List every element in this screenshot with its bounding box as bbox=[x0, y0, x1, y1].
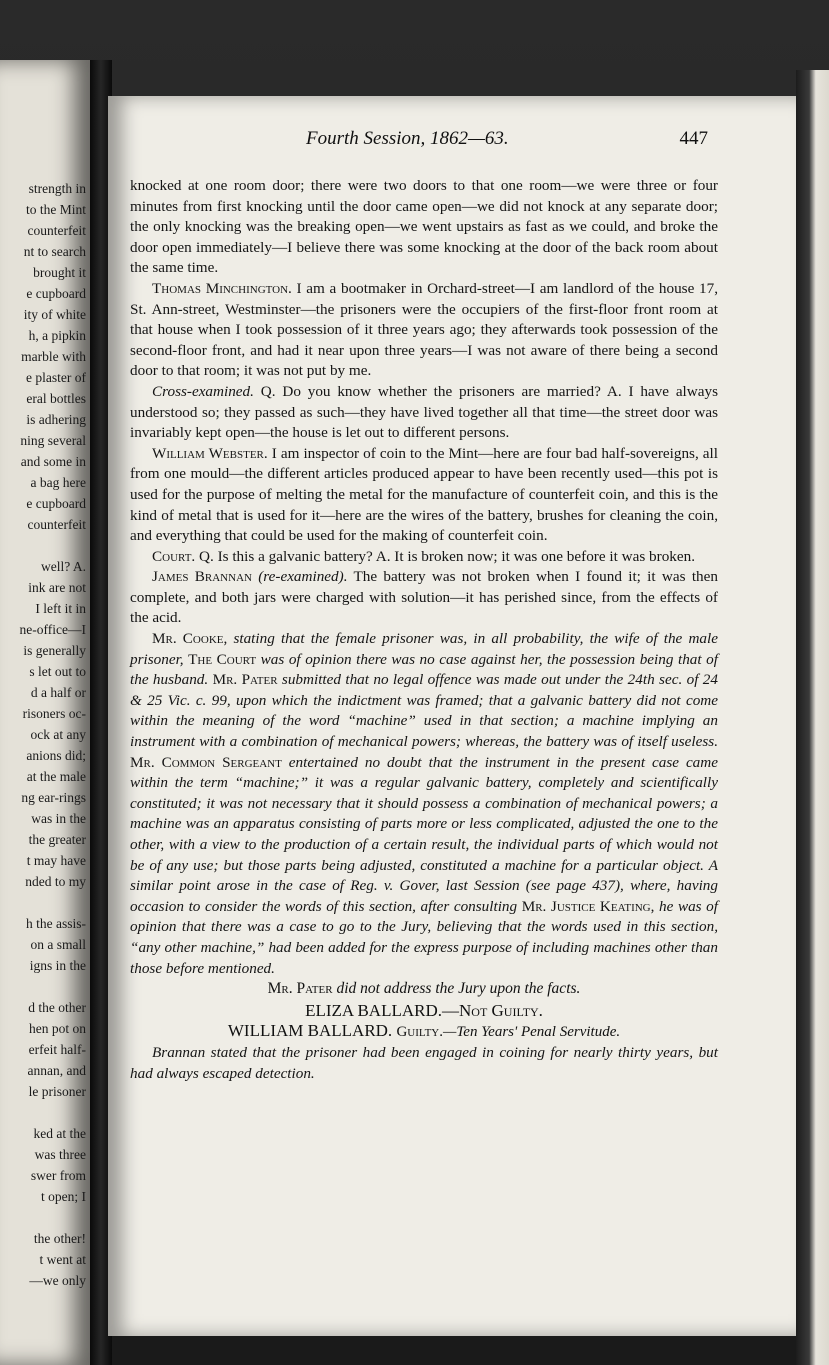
facing-page bbox=[0, 60, 92, 1365]
body-text bbox=[130, 176, 718, 1084]
paragraph-court bbox=[130, 547, 718, 568]
examination-label: Cross-examined. bbox=[152, 382, 254, 400]
facing-page-line: anions did; bbox=[26, 748, 86, 763]
paragraph-cross-examined bbox=[130, 382, 718, 444]
counsel-name: Mr. Pater bbox=[212, 671, 278, 689]
facing-page-line: —we only bbox=[29, 1273, 86, 1288]
witness-name: Thomas Minchington. bbox=[152, 279, 292, 297]
paragraph-text: did not address the Jury upon the facts. bbox=[332, 980, 581, 998]
facing-page-line: a bag here bbox=[30, 475, 86, 490]
facing-page-line: and some in bbox=[20, 454, 86, 469]
facing-page-line: h, a pipkin bbox=[28, 328, 86, 343]
facing-page-line: t went at bbox=[39, 1252, 86, 1267]
speaker-name: Court. bbox=[152, 547, 196, 565]
facing-page-line: is generally bbox=[23, 643, 86, 658]
facing-page-line: was three bbox=[34, 1147, 86, 1162]
counsel-name: Mr. Pater bbox=[267, 980, 333, 998]
defendant-name: WILLIAM BALLARD. bbox=[227, 1021, 393, 1041]
argument-text: stating that the female prisoner was, in all probability, the wife of the male prisoner, bbox=[130, 630, 718, 668]
paragraph-text: Brannan stated that the prisoner had been engaged in coining for nearly thirty years, but had always escaped detection. bbox=[130, 1043, 718, 1082]
argument-text: submitted that no legal offence was made out under the 24th sec. of 24 & 25 Vic. c. 99, upon which the indictment was framed; that a galvanic battery did not come within the meaning of the word “machine” used in that section; a machine implying an instrument with a combination of mechanical powers; whereas, the battery was of itself useless. bbox=[130, 671, 718, 751]
paragraph-text: I am a bootmaker in Orchard-street—I am landlord of the house 17, St. Ann-street, Westminster—the prisoners were the occupiers of the first-floor front room at that house when I took possession of it three years ago; they afterwards took possession of the second-floor front, and had it near upon three years—I was not aware of there being a second door to that room; it was not put by me. bbox=[130, 279, 718, 380]
counsel-name: Mr. Cooke, bbox=[152, 630, 228, 648]
examination-label: (re-examined). bbox=[251, 568, 348, 586]
facing-page-line: e cupboard bbox=[26, 286, 86, 301]
sentence-text: —Ten Years' Penal Servitude. bbox=[443, 1024, 621, 1041]
facing-page-line: e plaster of bbox=[26, 370, 86, 385]
paragraph-pater-facts bbox=[130, 979, 718, 1000]
facing-page-line: nt to search bbox=[23, 244, 86, 259]
facing-page-line: ning several bbox=[20, 433, 86, 448]
facing-page-line: ock at any bbox=[30, 727, 86, 742]
paragraph-text: The battery was not broken when I found it; it was then complete, and both jars were charged with solution—it has perished since, from the effects of the acid. bbox=[130, 568, 718, 627]
facing-page-line: e cupboard bbox=[26, 496, 86, 511]
facing-page-line: on a small bbox=[30, 937, 86, 952]
verdict-william bbox=[130, 1021, 718, 1043]
paragraph-testimony-continued bbox=[130, 176, 718, 279]
facing-page-line: counterfeit bbox=[27, 223, 86, 238]
argument-text: he was of opinion that there was a case to go to the Jury, believing that the words used in this section, “any other machine,” had been added for the express purpose of including machines other than those before mentioned. bbox=[130, 897, 718, 977]
facing-page-line: ity of white bbox=[23, 307, 86, 322]
facing-page-line: risoners oc- bbox=[22, 706, 86, 721]
facing-page-line: is adhering bbox=[26, 412, 86, 427]
witness-name: James Brannan bbox=[152, 568, 252, 586]
facing-page-line: d a half or bbox=[30, 685, 86, 700]
facing-page-line: eral bottles bbox=[26, 391, 86, 406]
facing-page-line: annan, and bbox=[27, 1063, 86, 1078]
facing-page-line: well? A. bbox=[41, 559, 86, 574]
argument-text: entertained no doubt that the instrument in the present case came within the term “machine;” it was a regular galvanic battery, completely and scientifically constituted; it was not necessary that it should possess a combination of mechanical powers; a machine was an apparatus consisting of parts more or less complicated, adjusted the one to the other, with a view to the production of a certain result, the individual parts of which would not be of any use; but those parts being adjusted, constituted a machine for a particular object. A similar point arose in the case of Reg. v. Gover, last Session (see page 437), where, having occasion to consider the words of this section, after consulting bbox=[130, 753, 718, 915]
paragraph-legal-argument bbox=[130, 629, 718, 979]
facing-page-line: nded to my bbox=[25, 874, 86, 889]
verdict-eliza bbox=[130, 1001, 718, 1022]
page-edge bbox=[796, 70, 829, 1365]
session-title: Fourth Session, 1862—63. bbox=[306, 128, 509, 149]
facing-page-line: was in the bbox=[31, 811, 86, 826]
verdict-result: —Not Guilty. bbox=[442, 1000, 543, 1020]
facing-page-line: t open; I bbox=[41, 1189, 86, 1204]
facing-page-line: ink are not bbox=[28, 580, 86, 595]
paragraph-webster bbox=[130, 444, 718, 547]
paragraph-text: Q. Is this a galvanic battery? A. It is broken now; it was one before it was broken. bbox=[195, 547, 696, 565]
paragraph-brannan bbox=[130, 567, 718, 629]
facing-page-line: marble with bbox=[21, 349, 86, 364]
facing-page-line: s let out to bbox=[29, 664, 86, 679]
facing-page-line: the other! bbox=[33, 1231, 86, 1246]
running-header bbox=[108, 128, 796, 152]
paragraph-text: Q. Do you know whether the prisoners are married? A. I have always understood so; they passed as such—they have lived together all that time—the street door was invariably kept open—the house is let out to different persons. bbox=[130, 382, 718, 442]
paragraph-minchington bbox=[130, 279, 718, 382]
verdict-result: Guilty. bbox=[396, 1024, 443, 1041]
facing-page-line: d the other bbox=[28, 1000, 86, 1015]
facing-page-line: erfeit half- bbox=[28, 1042, 86, 1057]
paragraph-text: I am inspector of coin to the Mint—here are four bad half-sovereigns, all from one mould—the different articles produced appear to have been recently used—this pot is used for the purpose of melting the metal for the manufacture of counterfeit coin, and this is the kind of metal that is used for it—here are the wires of the battery, brushes for cleaning the coin, and everything that could be used for the making of counterfeit coin. bbox=[130, 444, 718, 545]
court-name: The Court bbox=[188, 650, 257, 668]
facing-page-line: ne-office—I bbox=[19, 622, 86, 637]
facing-page-line: brought it bbox=[33, 265, 86, 280]
facing-page-line: ked at the bbox=[33, 1126, 86, 1141]
facing-page-line: the greater bbox=[28, 832, 86, 847]
argument-text: was of opinion there was no case against her, the possession being that of the husband. bbox=[130, 650, 718, 689]
facing-page-line: t may have bbox=[26, 853, 86, 868]
page-number: 447 bbox=[679, 128, 708, 149]
facing-page-line: at the male bbox=[26, 769, 86, 784]
paragraph-brannan-statement bbox=[130, 1043, 718, 1084]
judge-name: Mr. Common Sergeant bbox=[130, 753, 282, 771]
facing-page-line: to the Mint bbox=[26, 202, 86, 217]
facing-page-line: hen pot on bbox=[29, 1021, 86, 1036]
facing-page-line: strength in bbox=[28, 181, 86, 196]
facing-page-line: le prisoner bbox=[28, 1084, 86, 1099]
defendant-name: ELIZA BALLARD. bbox=[305, 1000, 442, 1020]
facing-page-line: ng ear-rings bbox=[21, 790, 86, 805]
facing-page-line: h the assis- bbox=[26, 916, 86, 931]
witness-name: William Webster. bbox=[152, 444, 268, 462]
facing-page-line: I left it in bbox=[35, 601, 86, 616]
facing-page-line: swer from bbox=[30, 1168, 86, 1183]
judge-name: Mr. Justice Keating, bbox=[521, 897, 655, 915]
paragraph-text: knocked at one room door; there were two doors to that one room—we were three or four minutes from first knocking until the door came open—we did not knock at any separate door; the only knocking was the breaking open—we went upstairs as fast as we could, and broke the door open immediately—I believe there was some knocking at the door of the back room about the same time. bbox=[130, 177, 718, 277]
document-page bbox=[108, 96, 796, 1336]
facing-page-line: igns in the bbox=[29, 958, 86, 973]
facing-page-line: counterfeit bbox=[27, 517, 86, 532]
